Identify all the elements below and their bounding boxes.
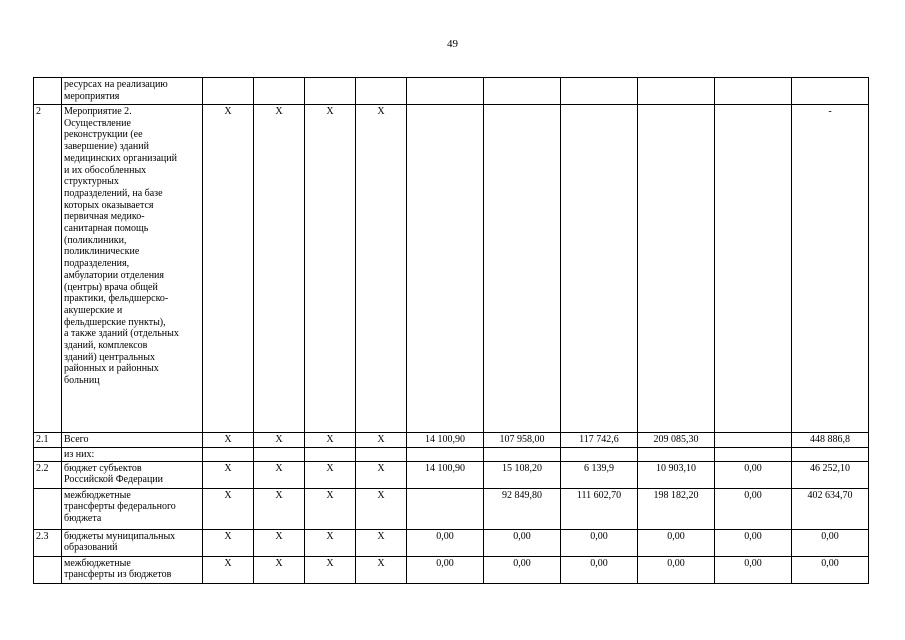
x-cell: X <box>356 105 407 433</box>
x-cell: X <box>254 488 305 529</box>
value-cell <box>561 78 638 105</box>
row-number: 2 <box>34 105 62 433</box>
value-cell <box>715 433 792 448</box>
value-cell <box>484 105 561 433</box>
value-cell: 0,00 <box>715 488 792 529</box>
value-cell: 107 958,00 <box>484 433 561 448</box>
x-cell: X <box>254 433 305 448</box>
value-cell <box>792 78 869 105</box>
value-cell: 0,00 <box>715 461 792 488</box>
x-cell: X <box>254 529 305 556</box>
x-cell: X <box>203 105 254 433</box>
table-row <box>34 488 869 529</box>
value-cell: 0,00 <box>561 556 638 583</box>
x-cell: X <box>203 488 254 529</box>
x-cell: X <box>356 433 407 448</box>
table-row <box>34 556 869 583</box>
value-cell <box>638 78 715 105</box>
value-cell: 111 602,70 <box>561 488 638 529</box>
table-row <box>34 105 869 433</box>
value-cell: 0,00 <box>638 529 715 556</box>
x-cell: X <box>203 556 254 583</box>
value-cell: 0,00 <box>792 556 869 583</box>
x-cell: X <box>254 556 305 583</box>
value-cell: 10 903,10 <box>638 461 715 488</box>
x-cell <box>254 78 305 105</box>
row-number: 2.1 <box>34 433 62 448</box>
value-cell: 0,00 <box>638 556 715 583</box>
budget-table <box>33 77 869 584</box>
value-cell: - <box>792 105 869 433</box>
value-cell <box>715 105 792 433</box>
x-cell: X <box>305 556 356 583</box>
value-cell <box>715 448 792 462</box>
x-cell: X <box>254 105 305 433</box>
row-name: бюджеты муниципальных образований <box>62 529 203 556</box>
x-cell: X <box>254 461 305 488</box>
x-cell <box>356 448 407 462</box>
x-cell: X <box>356 529 407 556</box>
value-cell: 448 886,8 <box>792 433 869 448</box>
table-row <box>34 433 869 448</box>
value-cell: 209 085,30 <box>638 433 715 448</box>
row-name: межбюджетные трансферты из бюджетов <box>62 556 203 583</box>
row-name: Мероприятие 2. Осуществление реконструкции (ее завершение) зданий медицинских организаций и их обособленных структурных подразделений, на базе которых оказывается первичная медико- санитарная помощь (поликлиники, поликлинические подразделения, амбулатории отделения (центры) врача общей практики, фельдшерско- акушерские и фельдшерские пункты), а также зданий (отдельных зданий, комплексов зданий) центральных районных и районных больниц <box>62 105 203 433</box>
row-name: Всего <box>62 433 203 448</box>
value-cell: 0,00 <box>484 556 561 583</box>
value-cell: 46 252,10 <box>792 461 869 488</box>
x-cell: X <box>356 461 407 488</box>
x-cell <box>356 78 407 105</box>
value-cell: 15 108,20 <box>484 461 561 488</box>
value-cell <box>638 105 715 433</box>
row-number: 2.2 <box>34 461 62 488</box>
value-cell <box>484 78 561 105</box>
value-cell: 14 100,90 <box>407 461 484 488</box>
table-row <box>34 529 869 556</box>
x-cell: X <box>305 488 356 529</box>
value-cell <box>407 105 484 433</box>
value-cell: 0,00 <box>407 529 484 556</box>
x-cell: X <box>305 461 356 488</box>
row-name: ресурсах на реализацию мероприятия <box>62 78 203 105</box>
value-cell: 14 100,90 <box>407 433 484 448</box>
value-cell <box>407 448 484 462</box>
value-cell <box>407 78 484 105</box>
value-cell: 198 182,20 <box>638 488 715 529</box>
table-row <box>34 78 869 105</box>
row-number <box>34 78 62 105</box>
value-cell <box>638 448 715 462</box>
value-cell: 92 849,80 <box>484 488 561 529</box>
value-cell: 6 139,9 <box>561 461 638 488</box>
row-name: из них: <box>62 448 203 462</box>
x-cell: X <box>356 488 407 529</box>
value-cell <box>792 448 869 462</box>
x-cell: X <box>203 461 254 488</box>
x-cell: X <box>305 433 356 448</box>
row-name: межбюджетные трансферты федерального бюджета <box>62 488 203 529</box>
value-cell <box>715 78 792 105</box>
value-cell: 402 634,70 <box>792 488 869 529</box>
value-cell <box>484 448 561 462</box>
value-cell: 0,00 <box>484 529 561 556</box>
x-cell: X <box>203 529 254 556</box>
x-cell <box>305 448 356 462</box>
value-cell: 117 742,6 <box>561 433 638 448</box>
row-number <box>34 556 62 583</box>
value-cell: 0,00 <box>561 529 638 556</box>
value-cell <box>561 448 638 462</box>
table-row <box>34 448 869 462</box>
value-cell: 0,00 <box>792 529 869 556</box>
row-name: бюджет субъектов Российской Федерации <box>62 461 203 488</box>
value-cell: 0,00 <box>715 529 792 556</box>
row-number: 2.3 <box>34 529 62 556</box>
x-cell <box>203 78 254 105</box>
x-cell: X <box>356 556 407 583</box>
value-cell: 0,00 <box>407 556 484 583</box>
x-cell <box>254 448 305 462</box>
row-number <box>34 488 62 529</box>
table-row <box>34 461 869 488</box>
value-cell <box>407 488 484 529</box>
table-body <box>34 78 869 584</box>
row-number <box>34 448 62 462</box>
x-cell: X <box>305 529 356 556</box>
x-cell: X <box>305 105 356 433</box>
page-number: 49 <box>447 38 458 50</box>
value-cell <box>561 105 638 433</box>
x-cell <box>305 78 356 105</box>
x-cell: X <box>203 433 254 448</box>
x-cell <box>203 448 254 462</box>
value-cell: 0,00 <box>715 556 792 583</box>
